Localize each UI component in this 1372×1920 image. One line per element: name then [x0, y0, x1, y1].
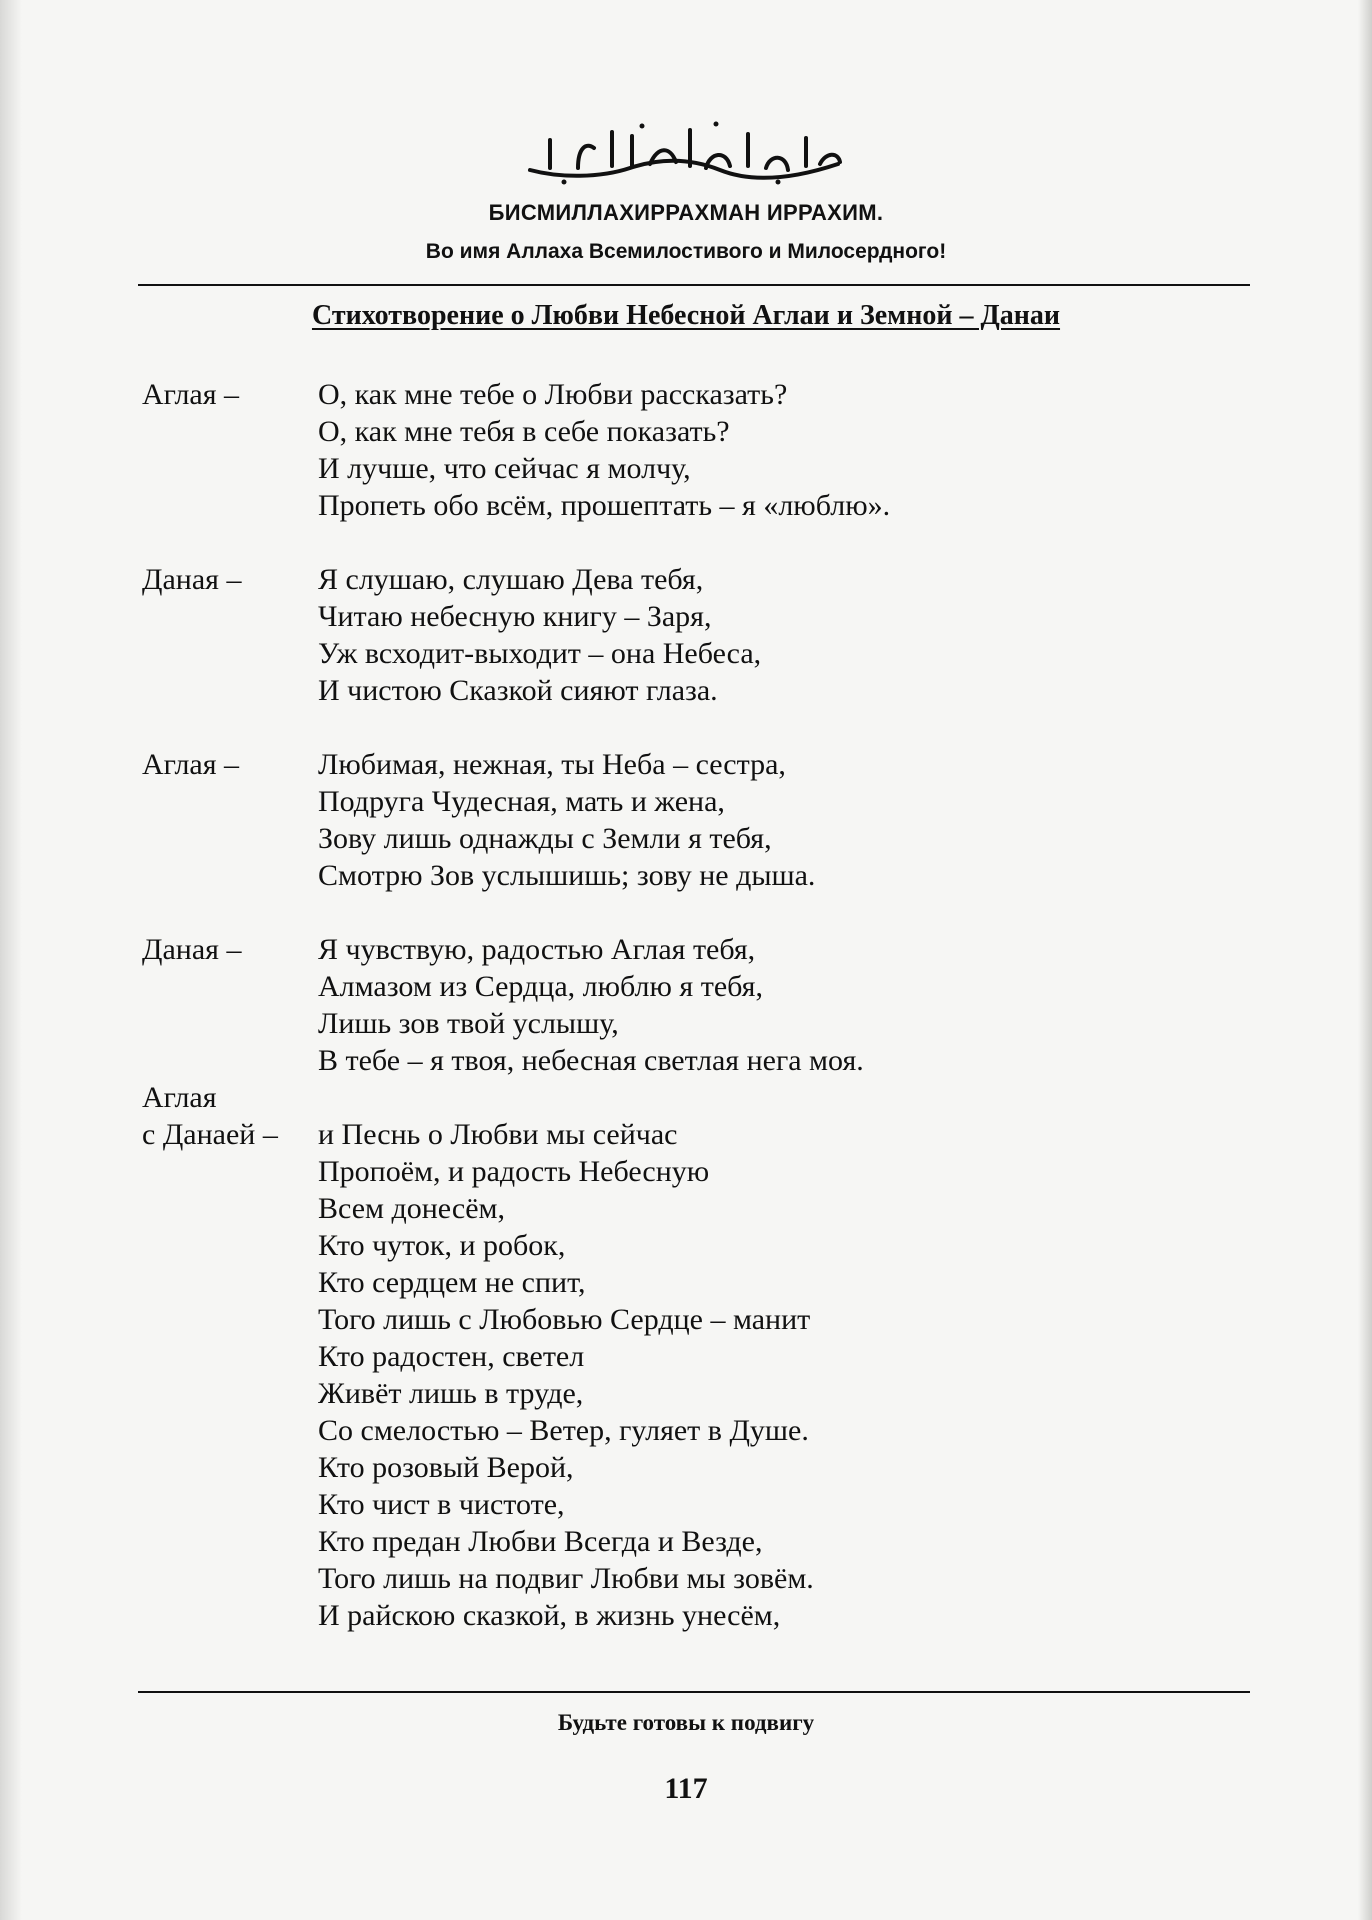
poem-line: Всем донесём, — [318, 1192, 505, 1225]
stanza-lines — [318, 931, 1242, 1079]
poem-line: Смотрю Зов услышишь; зову не дыша. — [318, 859, 816, 892]
stanza-5 — [142, 1079, 1242, 1634]
poem-line-spacer — [318, 1079, 1242, 1116]
poem-line: Я чувствую, радостью Аглая тебя, — [318, 933, 756, 966]
invocation-subheading: Во имя Аллаха Всемилостивого и Милосердного! — [425, 240, 947, 263]
footer-divider — [138, 1691, 1250, 1693]
poem-body — [142, 376, 1242, 1634]
stanza-lines — [318, 561, 1242, 709]
poem-line: Кто радостен, светел — [318, 1340, 585, 1373]
poem-line: Того лишь на подвиг Любви мы зовём. — [318, 1562, 814, 1595]
speaker-line: Аглая — [142, 1081, 217, 1114]
basmala-calligraphy-drawing — [520, 118, 850, 188]
poem-line: О, как мне тебе о Любви рассказать? — [318, 378, 788, 411]
poem-line: Кто предан Любви Всегда и Везде, — [318, 1525, 763, 1558]
speaker-label: Даная – — [142, 563, 242, 596]
poem-line: Зову лишь однажды с Земли я тебя, — [318, 822, 772, 855]
poem-line: Того лишь с Любовью Сердце – манит — [318, 1303, 811, 1336]
poem-line: В тебе – я твоя, небесная светлая нега моя. — [318, 1044, 864, 1077]
poem-line: Кто сердцем не спит, — [318, 1266, 586, 1299]
poem-line: Подруга Чудесная, мать и жена, — [318, 785, 725, 818]
arabic-calligraphy-icon — [520, 118, 850, 188]
poem-line: Кто розовый Верой, — [318, 1451, 574, 1484]
header-divider — [138, 284, 1250, 286]
footer-motto: Будьте готовы к подвигу — [557, 1710, 815, 1735]
stanza-2 — [142, 561, 1242, 709]
poem-line: И лучше, что сейчас я молчу, — [318, 452, 691, 485]
poem-line: Лишь зов твой услышу, — [318, 1007, 619, 1040]
poem-line: И чистою Сказкой сияют глаза. — [318, 674, 718, 707]
speaker-label-duet — [142, 1079, 318, 1634]
poem-line: и Песнь о Любви мы сейчас — [318, 1118, 678, 1151]
poem-line: И райскою сказкой, в жизнь унесём, — [318, 1599, 781, 1632]
poem-line: О, как мне тебя в себе показать? — [318, 415, 730, 448]
poem-line: Алмазом из Сердца, люблю я тебя, — [318, 970, 763, 1003]
speaker-label: Аглая – — [142, 378, 240, 411]
poem-line: Живёт лишь в труде, — [318, 1377, 584, 1410]
page-number: 117 — [664, 1772, 708, 1805]
stanza-3 — [142, 746, 1242, 894]
page-edge-shadow-left — [0, 0, 22, 1920]
poem-line: Пропоём, и радость Небесную — [318, 1155, 710, 1188]
poem-line: Кто чуток, и робок, — [318, 1229, 566, 1262]
poem-line: Со смелостью – Ветер, гуляет в Душе. — [318, 1414, 809, 1447]
stanza-4 — [142, 931, 1242, 1079]
stanza-lines — [318, 1079, 1242, 1634]
poem-line: Любимая, нежная, ты Неба – сестра, — [318, 748, 786, 781]
poem-line: Пропеть обо всём, прошептать – я «люблю». — [318, 489, 891, 522]
speaker-label: Даная – — [142, 933, 242, 966]
stanza-1 — [142, 376, 1242, 524]
poem-line: Я слушаю, слушаю Дева тебя, — [318, 563, 704, 596]
poem-line: Кто чист в чистоте, — [318, 1488, 565, 1521]
poem-title: Стихотворение о Любви Небесной Аглаи и Земной – Данаи — [311, 300, 1061, 331]
speaker-label: Аглая – — [142, 748, 240, 781]
stanza-lines — [318, 376, 1242, 524]
poem-line: Читаю небесную книгу – Заря, — [318, 600, 712, 633]
speaker-line: с Данаей – — [142, 1118, 278, 1151]
stanza-lines — [318, 746, 1242, 894]
page-edge-shadow-right — [1358, 0, 1372, 1920]
poem-line: Уж всходит-выходит – она Небеса, — [318, 637, 762, 670]
bismillah-heading: БИСМИЛЛАХИРРАХМАН ИРРАХИМ. — [488, 200, 884, 225]
